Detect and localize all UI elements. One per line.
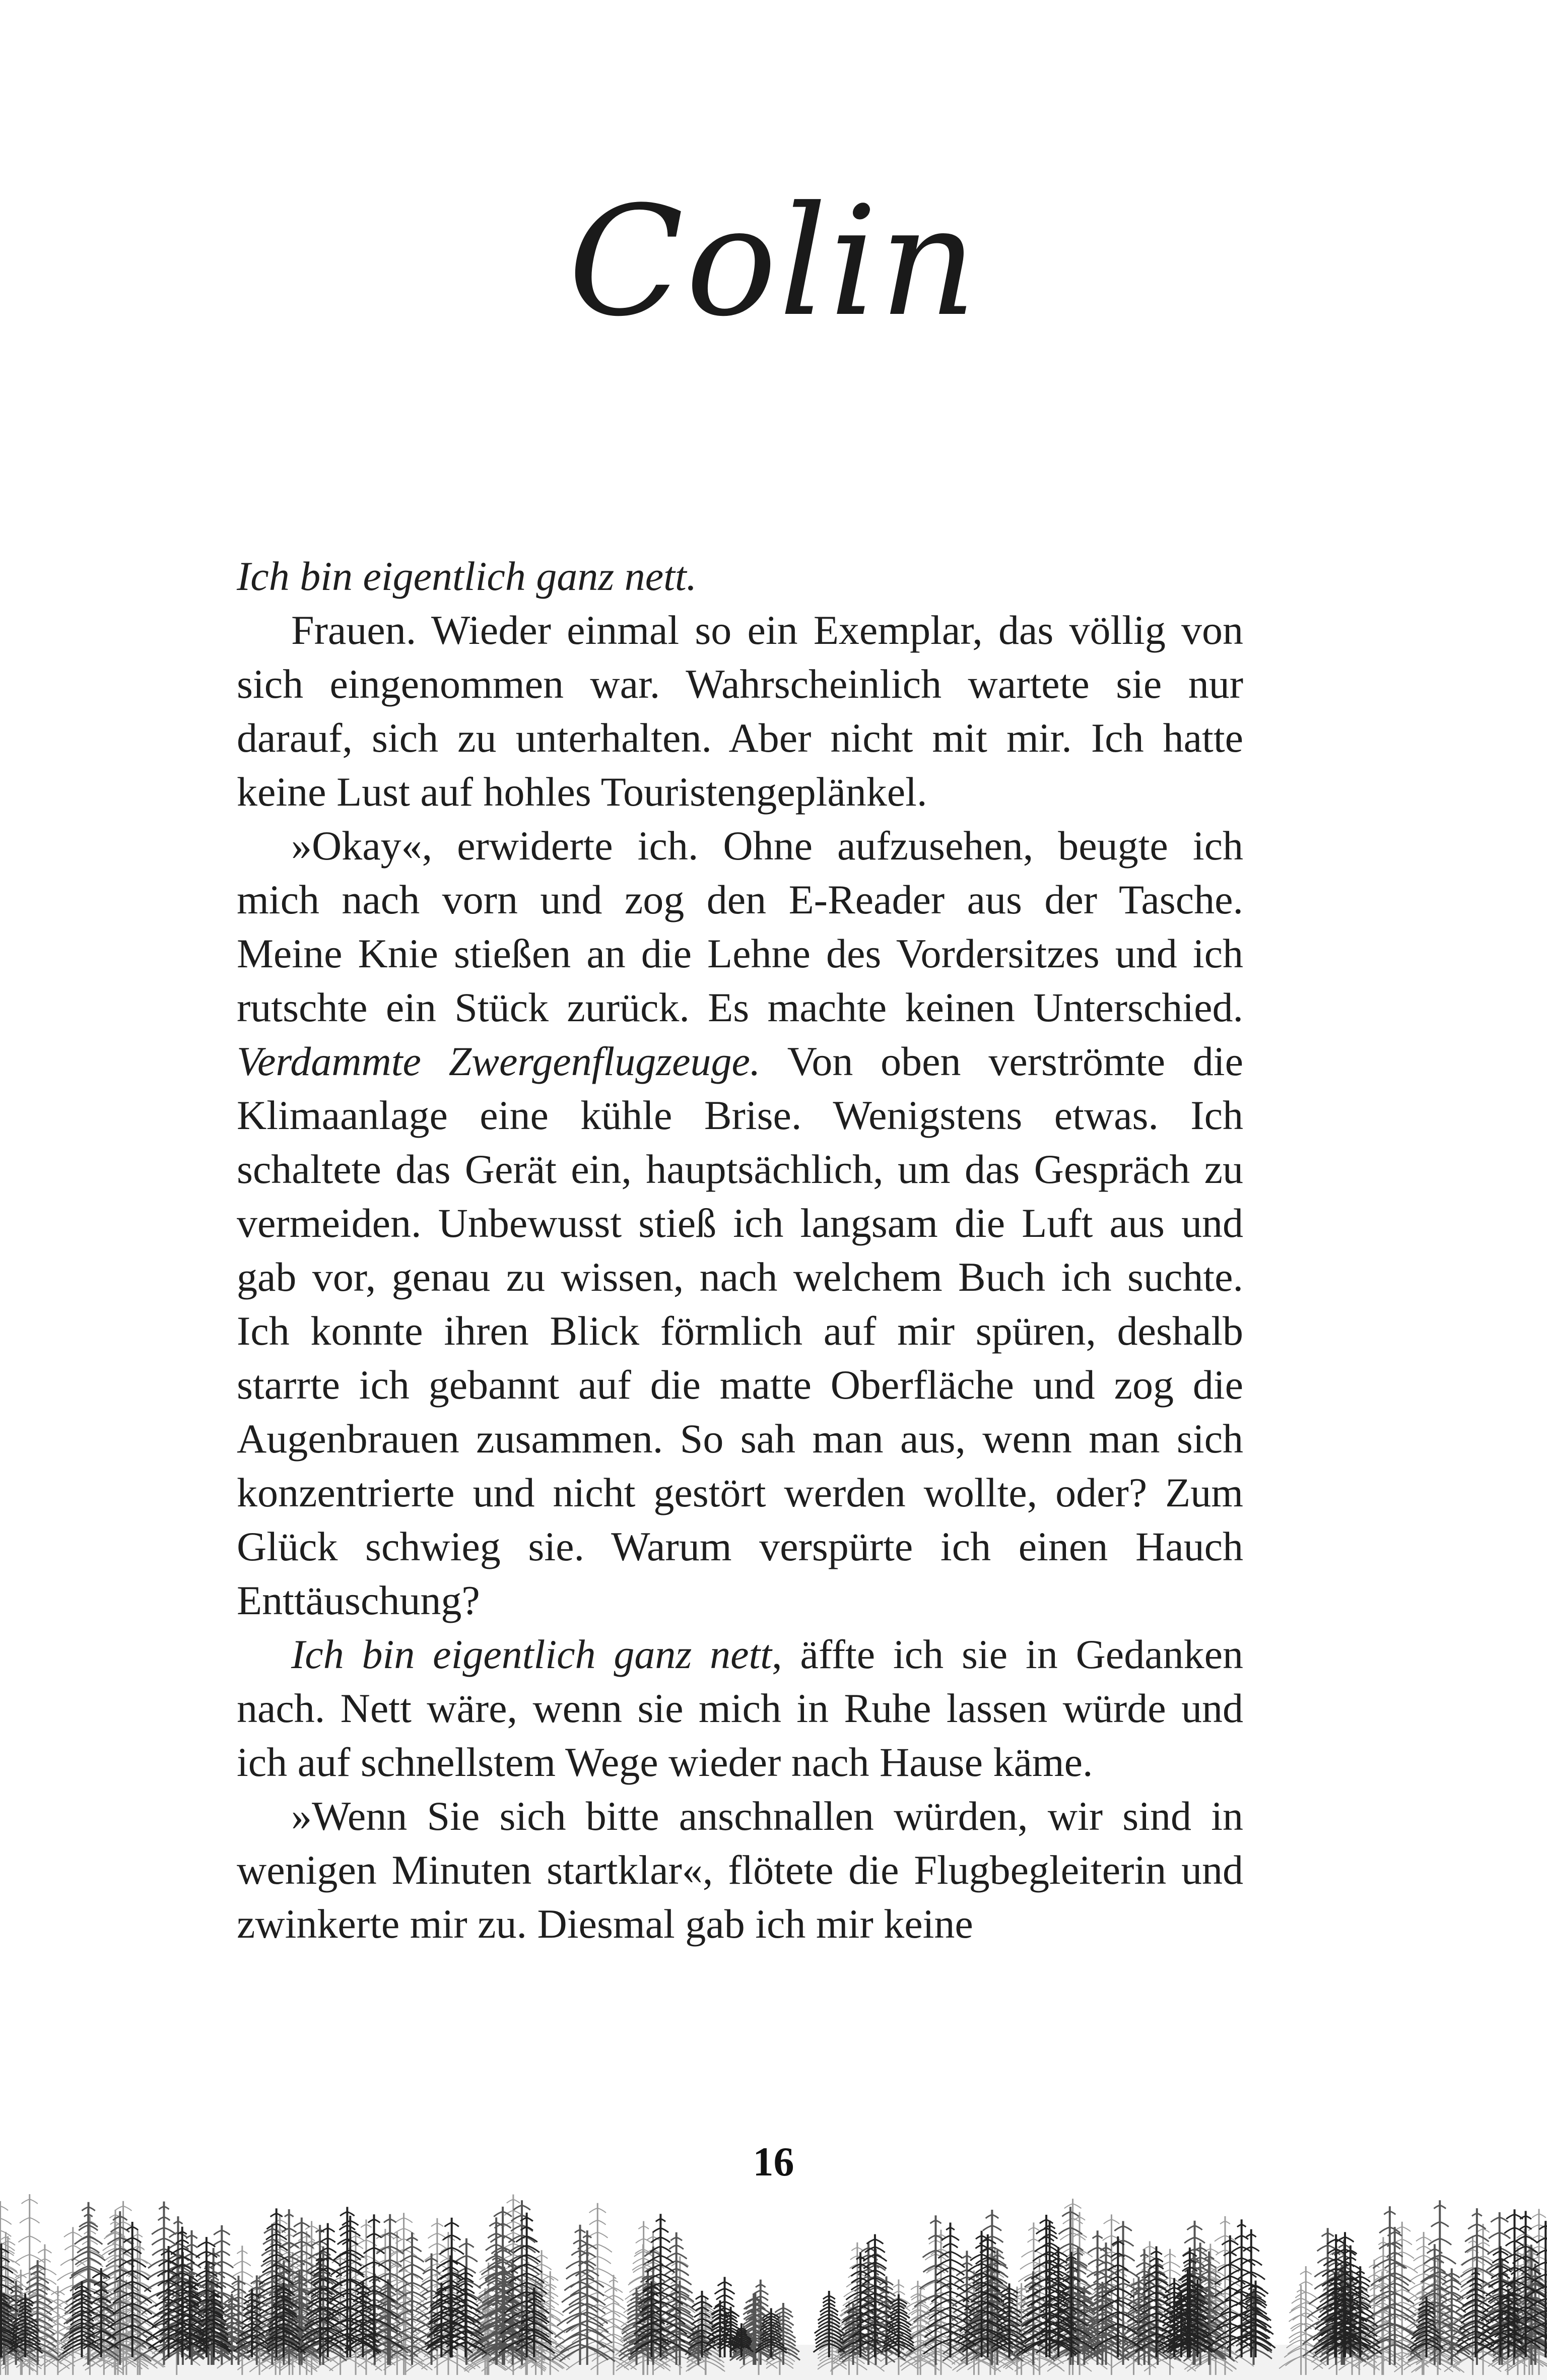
paragraph-4-italic: Ich bin eigentlich ganz nett [291,1631,772,1677]
paragraph-2: Frauen. Wieder einmal so ein Exemplar, das völlig von sich eingenommen war. Wahrscheinlich wartete sie nur darauf, sich zu unterhalten. Aber nicht mit mir. Ich hatte keine Lust auf hohles Touristengeplänkel. [237,607,1243,815]
paragraph-4 [237,1627,1243,1789]
tree [552,2225,608,2365]
paragraph-3-part-a: »Okay«, erwiderte ich. Ohne aufzusehen, beugte ich mich nach vorn und zog den E-Reader aus der Tasche. Meine Knie stießen an die Lehne des Vordersitzes und ich rutschte ein Stück zurück. Es machte keinen Unterschied. [237,823,1243,1030]
chapter-title: Colin [568,174,979,350]
paragraph-1: Ich bin eigentlich ganz nett. [237,553,697,599]
paragraph-3 [237,819,1243,1627]
paragraph-3-italic: Verdammte Zwergenflugzeuge. [237,1038,761,1084]
body-text [237,549,1243,1951]
page-number: 16 [753,2139,794,2185]
paragraph-3-part-b: Von oben verströmte die Klimaanlage eine kühle Brise. Wenigstens etwas. Ich schaltete das Gerät ein, hauptsächlich, um das Gespräch zu vermeiden. Unbewusst stieß ich langsam die Luft aus und gab vor, genau zu wissen, nach welchem Buch ich suchte. Ich konnte ihren Blick förmlich auf mir spüren, deshalb starrte ich gebannt auf die matte Oberfläche und zog die Augenbrauen zusammen. So sah man aus, wenn man sich konzentrierte und nicht gestört werden wollte, oder? Zum Glück schwieg sie. Warum verspürte ich einen Hauch Enttäuschung? [237,1038,1243,1623]
paragraph-5: »Wenn Sie sich bitte anschnallen würden, wir sind in wenigen Minuten startklar«, flötete die Flugbegleiterin und zwinkerte mir zu. Diesmal gab ich mir keine [237,1793,1243,1947]
paragraph-4-rest: , äffte ich sie in Gedanken nach. Nett wäre, wenn sie mich in Ruhe lassen würde und ich auf schnellstem Wege wieder nach Hause käme. [237,1631,1243,1785]
